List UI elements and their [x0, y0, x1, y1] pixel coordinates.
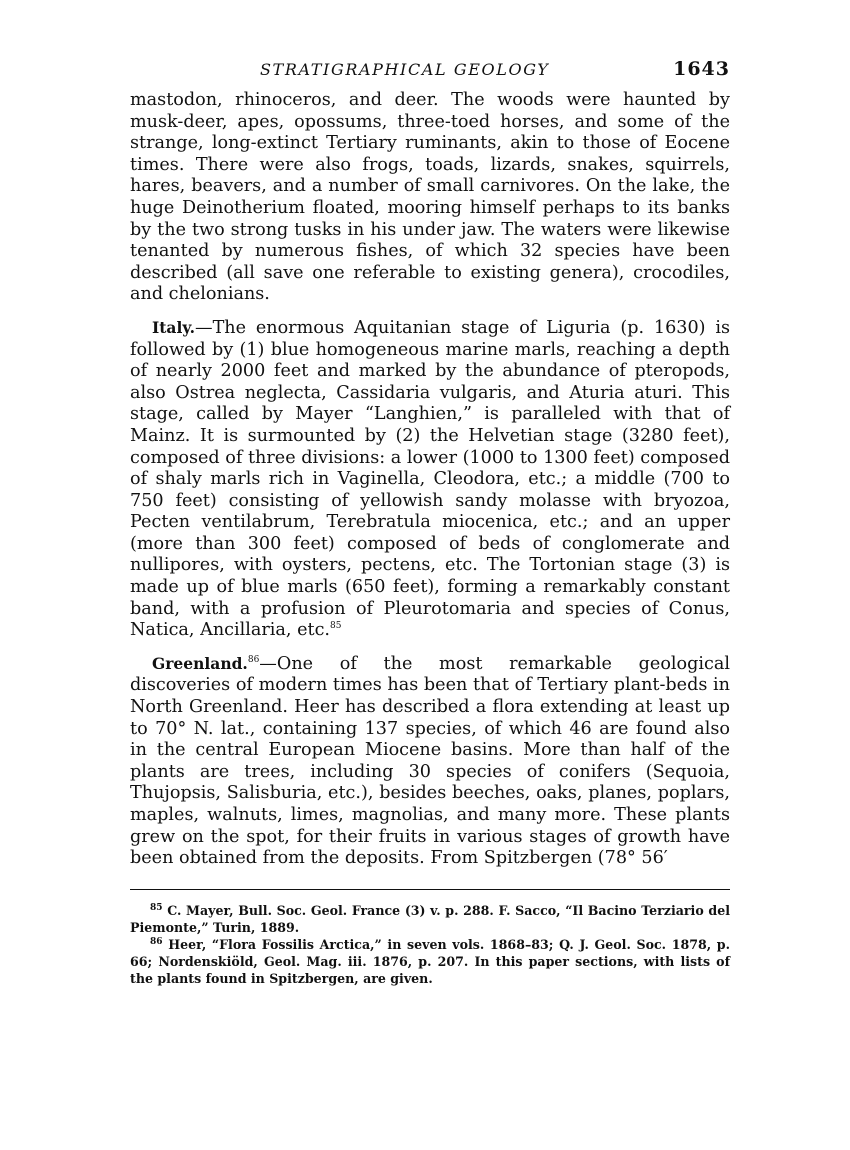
- footnote-text-86: Heer, “Flora Fossilis Arctica,” in seven vols. 1868–83; Q. J. Geol. Soc. 1878, p. 66; Nordenskiöld, Geol. Mag. iii. 1876, p. 207. In this paper sections, with lists of the plants found in Spitzbergen, are given.: [130, 936, 730, 986]
- running-title: STRATIGRAPHICAL GEOLOGY: [260, 60, 550, 79]
- paragraph-italy-text: —The enormous Aquitanian stage of Liguria (p. 1630) is followed by (1) blue homogeneous marine marls, reaching a depth of nearly 2000 feet and marked by the abundance of pteropods, also Ostrea neglecta, Cassidaria vulgaris, and Aturia aturi. This stage, called by Mayer “Langhien,” is paralleled with that of Mainz. It is surmounted by (2) the Helvetian stage (3280 feet), composed of three divisions: a lower (1000 to 1300 feet) composed of shaly marls rich in Vaginella, Cleodora, etc.; a middle (700 to 750 feet) consisting of yellowish sandy molasse with bryozoa, Pecten ventilabrum, Terebratula miocenica, etc.; and an upper (more than 300 feet) composed of beds of conglomerate and nullipores, with oysters, pectens, etc. The Tortonian stage (3) is made up of blue marls (650 feet), forming a remarkably constant band, with a profusion of Pleurotomaria and species of Conus, Natica, Ancillaria, etc.: [130, 317, 730, 641]
- paragraph-greenland: [130, 653, 730, 870]
- section-heading-italy: Italy.: [152, 317, 195, 337]
- footnote-85: [130, 902, 730, 936]
- paragraph-greenland-text: —One of the most remarkable geological discoveries of modern times has been that of Tertiary plant-beds in North Greenland. Heer has described a flora extending at least up to 70° N. lat., containing 137 species, of which 46 are found also in the central European Miocene basins. More than half of the plants are trees, including 30 species of conifers (Sequoia, Thujopsis, Salisburia, etc.), besides beeches, oaks, planes, poplars, maples, walnuts, limes, magnolias, and many more. These plants grew on the spot, for their fruits in various stages of growth have been obtained from the deposits. From Spitzbergen (78° 56′: [130, 653, 730, 869]
- footnote-ref-85: 85: [330, 621, 342, 632]
- footnote-divider: [130, 889, 730, 890]
- paragraph-italy: [130, 317, 730, 642]
- footnote-ref-86: 86: [247, 654, 260, 665]
- footnote-86: [130, 936, 730, 987]
- page-number: 1643: [673, 58, 730, 80]
- running-head: [130, 58, 730, 90]
- paragraph-continuation: mastodon, rhinoceros, and deer. The woods were haunted by musk-deer, apes, opossums, three-toed horses, and some of the strange, long-extinct Tertiary ruminants, akin to those of Eocene times. There were also frogs, toads, lizards, snakes, squirrels, hares, beavers, and a number of small carnivores. On the lake, the huge Deinotherium floated, mooring himself perhaps to its banks by the two strong tusks in his under jaw. The waters were likewise tenanted by numerous fishes, of which 32 species have been described (all save one referable to existing genera), crocodiles, and chelonians.: [130, 90, 730, 305]
- footnote-marker-85: 85: [150, 902, 163, 913]
- page: [130, 58, 730, 987]
- section-heading-greenland: Greenland.: [152, 653, 248, 673]
- footnote-marker-86: 86: [150, 936, 163, 947]
- footnote-text-85: C. Mayer, Bull. Soc. Geol. France (3) v. p. 288. F. Sacco, “Il Bacino Terziario del Piemonte,” Turin, 1889.: [130, 902, 730, 935]
